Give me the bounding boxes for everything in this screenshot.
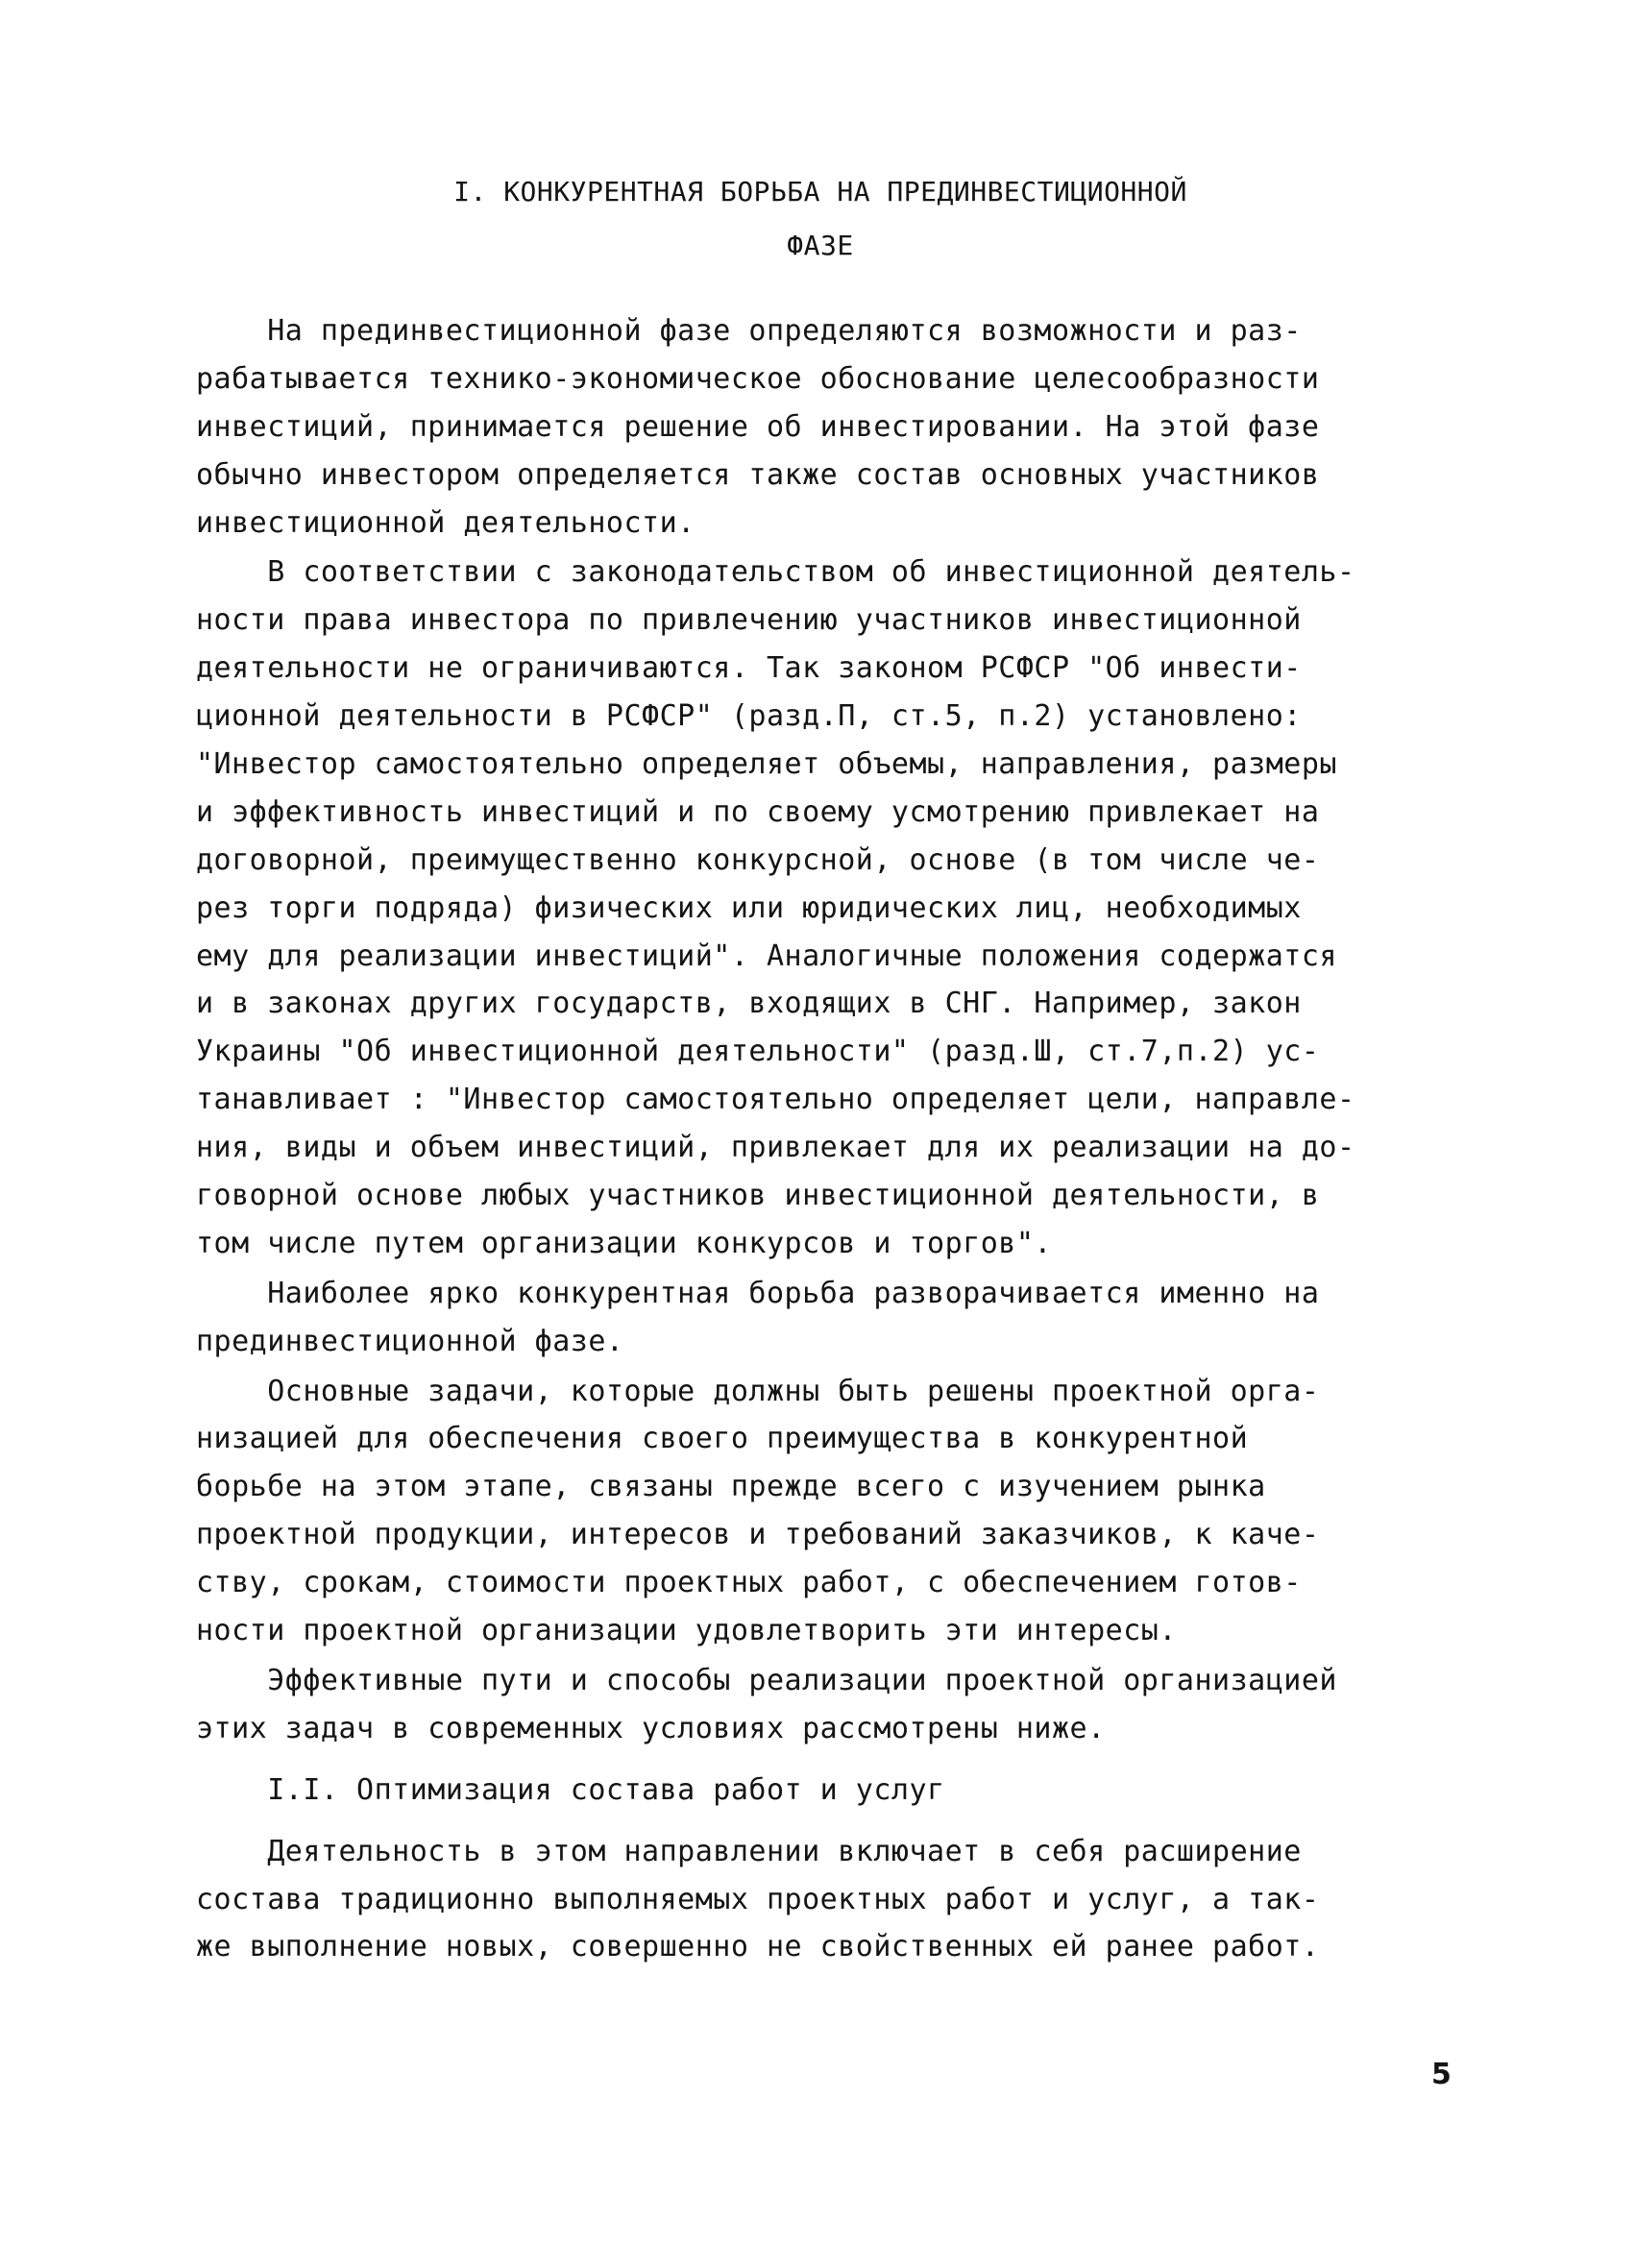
paragraph-line: состава традиционно выполняемых проектных работ и услуг, а так- [196, 1882, 1320, 1916]
paragraph-line: ния, виды и объем инвестиций, привлекает для их реализации на до- [196, 1131, 1355, 1165]
section-subheading: I.I. Оптимизация состава работ и услуг [196, 1772, 945, 1807]
paragraph-line: Наиболее ярко конкурентная борьба разворачивается именно на [196, 1276, 1320, 1310]
paragraph-line: ему для реализации инвестиций". Аналогичные положения содержатся [196, 939, 1337, 973]
paragraph-line: прединвестиционной фазе. [196, 1324, 624, 1358]
chapter-heading-line-1: I. КОНКУРЕНТНАЯ БОРЬБА НА ПРЕДИНВЕСТИЦИОННОЙ [453, 176, 1187, 207]
paragraph-line: и эффективность инвестиций и по своему усмотрению привлекает на [196, 794, 1320, 829]
body-text [196, 307, 1464, 1971]
paragraph-line: том числе путем организации конкурсов и торгов". [196, 1226, 1052, 1260]
page-number: 5 [1431, 2058, 1452, 2091]
paragraph-line: Основные задачи, которые должны быть решены проектной орга- [196, 1374, 1320, 1408]
paragraph-line: танавливает : "Инвестор самостоятельно определяет цели, направле- [196, 1083, 1355, 1117]
paragraph-line: этих задач в современных условиях рассмотрены ниже. [196, 1711, 1106, 1745]
paragraph-line: же выполнение новых, совершенно не свойственных ей ранее работ. [196, 1930, 1320, 1964]
paragraph-line: инвестиций, принимается решение об инвестировании. На этой фазе [196, 409, 1320, 444]
paragraph-line: "Инвестор самостоятельно определяет объемы, направления, размеры [196, 747, 1337, 782]
paragraph-line: Деятельность в этом направлении включает в себя расширение [196, 1834, 1302, 1868]
paragraph-4 [196, 1368, 1464, 1655]
paragraph-line: ству, срокам, стоимости проектных работ, с обеспечением готов- [196, 1566, 1302, 1600]
paragraph-line: проектной продукции, интересов и требований заказчиков, к каче- [196, 1518, 1320, 1552]
subheading-spacer [196, 1815, 1464, 1828]
paragraph-line: обычно инвестором определяется также состав основных участников [196, 457, 1320, 492]
paragraph-line: рез торги подряда) физических или юридических лиц, необходимых [196, 890, 1302, 925]
paragraph-line: деятельности не ограничиваются. Так законом РСФСР "Об инвести- [196, 651, 1302, 686]
chapter-heading [196, 165, 1445, 273]
paragraph-line: и в законах других государств, входящих в СНГ. Например, закон [196, 987, 1302, 1021]
paragraph-1 [196, 307, 1464, 547]
chapter-heading-line-2: ФАЗЕ [787, 230, 854, 261]
paragraph-line: рабатывается технико-экономическое обоснование целесообразности [196, 361, 1320, 396]
paragraph-2 [196, 549, 1464, 1267]
paragraph-3 [196, 1270, 1464, 1366]
paragraph-line: низацией для обеспечения своего преимущества в конкурентной [196, 1422, 1249, 1456]
paragraph-line: ности права инвестора по привлечению участников инвестиционной [196, 603, 1302, 638]
paragraph-5 [196, 1657, 1464, 1753]
paragraph-line: борьбе на этом этапе, связаны прежде всего с изучением рынка [196, 1470, 1266, 1504]
paragraph-line: говорной основе любых участников инвестиционной деятельности, в [196, 1179, 1320, 1213]
paragraph-line: На прединвестиционной фазе определяются возможности и раз- [196, 314, 1302, 348]
paragraph-line: Украины "Об инвестиционной деятельности" (разд.Ш, ст.7,п.2) ус- [196, 1035, 1320, 1069]
paragraph-line: Эффективные пути и способы реализации проектной организацией [196, 1663, 1337, 1697]
paragraph-line: договорной, преимущественно конкурсной, основе (в том числе че- [196, 842, 1320, 877]
paragraph-line: ционной деятельности в РСФСР" (разд.П, ст.5, п.2) установлено: [196, 699, 1302, 734]
subheading-spacer [196, 1753, 1464, 1767]
paragraph-line: В соответствии с законодательством об инвестиционной деятель- [196, 555, 1355, 590]
paragraph-line: ности проектной организации удовлетворить эти интересы. [196, 1614, 1177, 1648]
paragraph-line: инвестиционной деятельности. [196, 505, 695, 540]
paragraph-6 [196, 1828, 1464, 1972]
